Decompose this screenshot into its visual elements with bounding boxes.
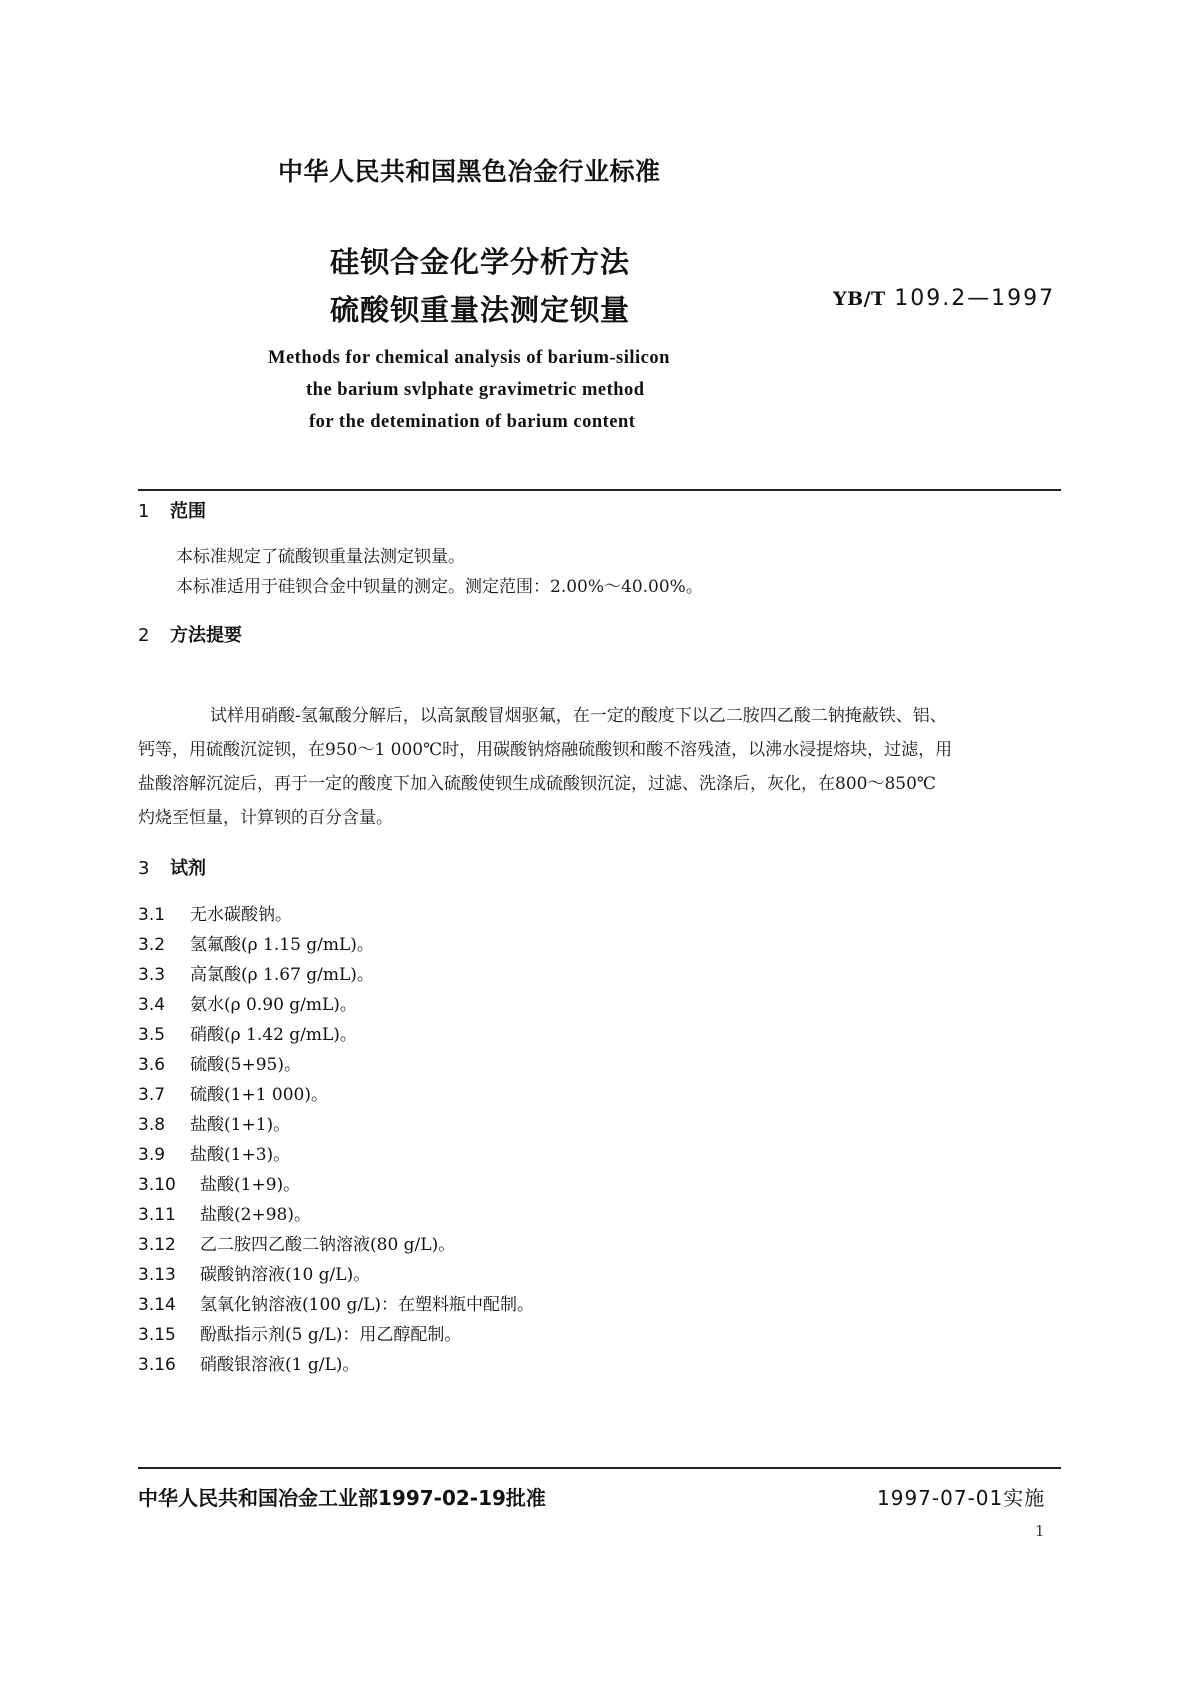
reagent-text: 盐酸(1+1)。	[190, 1115, 291, 1135]
reagent-text: 硫酸(1+1 000)。	[190, 1085, 328, 1105]
method-line-4: 灼烧至恒量，计算钡的百分含量。	[138, 808, 393, 828]
footer-divider	[138, 1467, 1061, 1469]
method-line-3: 盐酸溶解沉淀后，再于一定的酸度下加入硫酸使钡生成硫酸钡沉淀，过滤、洗涤后，灰化，在800～850℃	[138, 774, 936, 794]
method-summary-paragraph	[138, 699, 1056, 835]
standard-name: 中华人民共和国黑色冶金行业标准	[278, 157, 661, 186]
reagent-number: 3.11	[138, 1205, 176, 1225]
reagent-text: 盐酸(1+3)。	[190, 1145, 291, 1165]
reagent-text: 无水碳酸钠。	[190, 905, 292, 925]
reagent-text: 碳酸钠溶液(10 g/L)。	[200, 1265, 371, 1285]
list-item	[138, 1260, 534, 1290]
reagent-number: 3.14	[138, 1295, 176, 1315]
section-heading-method	[138, 621, 242, 647]
standard-code	[833, 286, 1055, 311]
reagent-number: 3.6	[138, 1055, 166, 1075]
reagent-text: 高氯酸(ρ 1.67 g/mL)。	[190, 965, 374, 985]
standard-code-prefix: YB/T	[833, 288, 886, 310]
reagent-number: 3.12	[138, 1235, 176, 1255]
section-heading-reagents	[138, 854, 206, 880]
method-line-1: 试样用硝酸-氢氟酸分解后，以高氯酸冒烟驱氟，在一定的酸度下以乙二胺四乙酸二钠掩蔽铁、铝、	[210, 706, 947, 726]
list-item	[138, 1320, 534, 1350]
reagent-text: 硫酸(5+95)。	[190, 1055, 301, 1075]
reagent-text: 乙二胺四乙酸二钠溶液(80 g/L)。	[200, 1235, 456, 1255]
effective-date: 1997-07-01实施	[877, 1486, 1046, 1510]
english-title-line3: for the detemination of barium content	[309, 412, 636, 432]
section-heading-scope	[138, 497, 206, 523]
reagent-number: 3.13	[138, 1265, 176, 1285]
document-title-line1: 硅钡合金化学分析方法	[330, 245, 631, 279]
section-number: 1	[138, 501, 150, 522]
reagent-number: 3.15	[138, 1325, 176, 1345]
reagent-text: 硝酸(ρ 1.42 g/mL)。	[190, 1025, 357, 1045]
section-title: 方法提要	[170, 625, 242, 646]
reagent-number: 3.2	[138, 935, 166, 955]
section-number: 2	[138, 625, 150, 646]
reagent-text: 盐酸(1+9)。	[200, 1175, 301, 1195]
reagent-text: 硝酸银溶液(1 g/L)。	[200, 1355, 360, 1375]
reagent-text: 氢氧化钠溶液(100 g/L)：在塑料瓶中配制。	[200, 1295, 535, 1315]
reagent-text: 氨水(ρ 0.90 g/mL)。	[190, 995, 357, 1015]
list-item	[138, 1050, 534, 1080]
document-title-line2: 硫酸钡重量法测定钡量	[330, 293, 631, 327]
list-item	[138, 1170, 534, 1200]
scope-line-1: 本标准规定了硫酸钡重量法测定钡量。	[176, 547, 465, 567]
list-item	[138, 930, 534, 960]
reagent-number: 3.1	[138, 905, 166, 925]
reagent-number: 3.4	[138, 995, 166, 1015]
standard-code-number: 109.2—1997	[894, 286, 1056, 311]
list-item	[138, 1020, 534, 1050]
reagent-number: 3.5	[138, 1025, 166, 1045]
list-item	[138, 960, 534, 990]
list-item	[138, 900, 534, 930]
approval-statement: 中华人民共和国冶金工业部1997-02-19批准	[138, 1486, 546, 1510]
section-number: 3	[138, 858, 150, 879]
scope-line-2: 本标准适用于硅钡合金中钡量的测定。测定范围：2.00%～40.00%。	[176, 577, 703, 597]
reagent-number: 3.9	[138, 1145, 166, 1165]
list-item	[138, 1290, 534, 1320]
page-number: 1	[1035, 1522, 1045, 1540]
reagent-text: 氢氟酸(ρ 1.15 g/mL)。	[190, 935, 374, 955]
english-title-line1: Methods for chemical analysis of barium-silicon	[268, 348, 670, 368]
list-item	[138, 990, 534, 1020]
section-title: 范围	[170, 501, 206, 522]
reagent-list	[138, 900, 534, 1380]
reagent-number: 3.10	[138, 1175, 176, 1195]
list-item	[138, 1350, 534, 1380]
section-title: 试剂	[170, 858, 206, 879]
method-line-2: 钙等，用硫酸沉淀钡，在950～1 000℃时，用碳酸钠熔融硫酸钡和酸不溶残渣，以沸水浸提熔块，过滤，用	[138, 740, 953, 760]
list-item	[138, 1200, 534, 1230]
list-item	[138, 1140, 534, 1170]
reagent-number: 3.8	[138, 1115, 166, 1135]
list-item	[138, 1080, 534, 1110]
reagent-number: 3.16	[138, 1355, 176, 1375]
header-divider	[138, 489, 1061, 491]
reagent-number: 3.7	[138, 1085, 166, 1105]
reagent-text: 酚酞指示剂(5 g/L)：用乙醇配制。	[200, 1325, 462, 1345]
list-item	[138, 1230, 534, 1260]
reagent-text: 盐酸(2+98)。	[200, 1205, 311, 1225]
english-title-line2: the barium svlphate gravimetric method	[306, 380, 645, 400]
list-item	[138, 1110, 534, 1140]
reagent-number: 3.3	[138, 965, 166, 985]
